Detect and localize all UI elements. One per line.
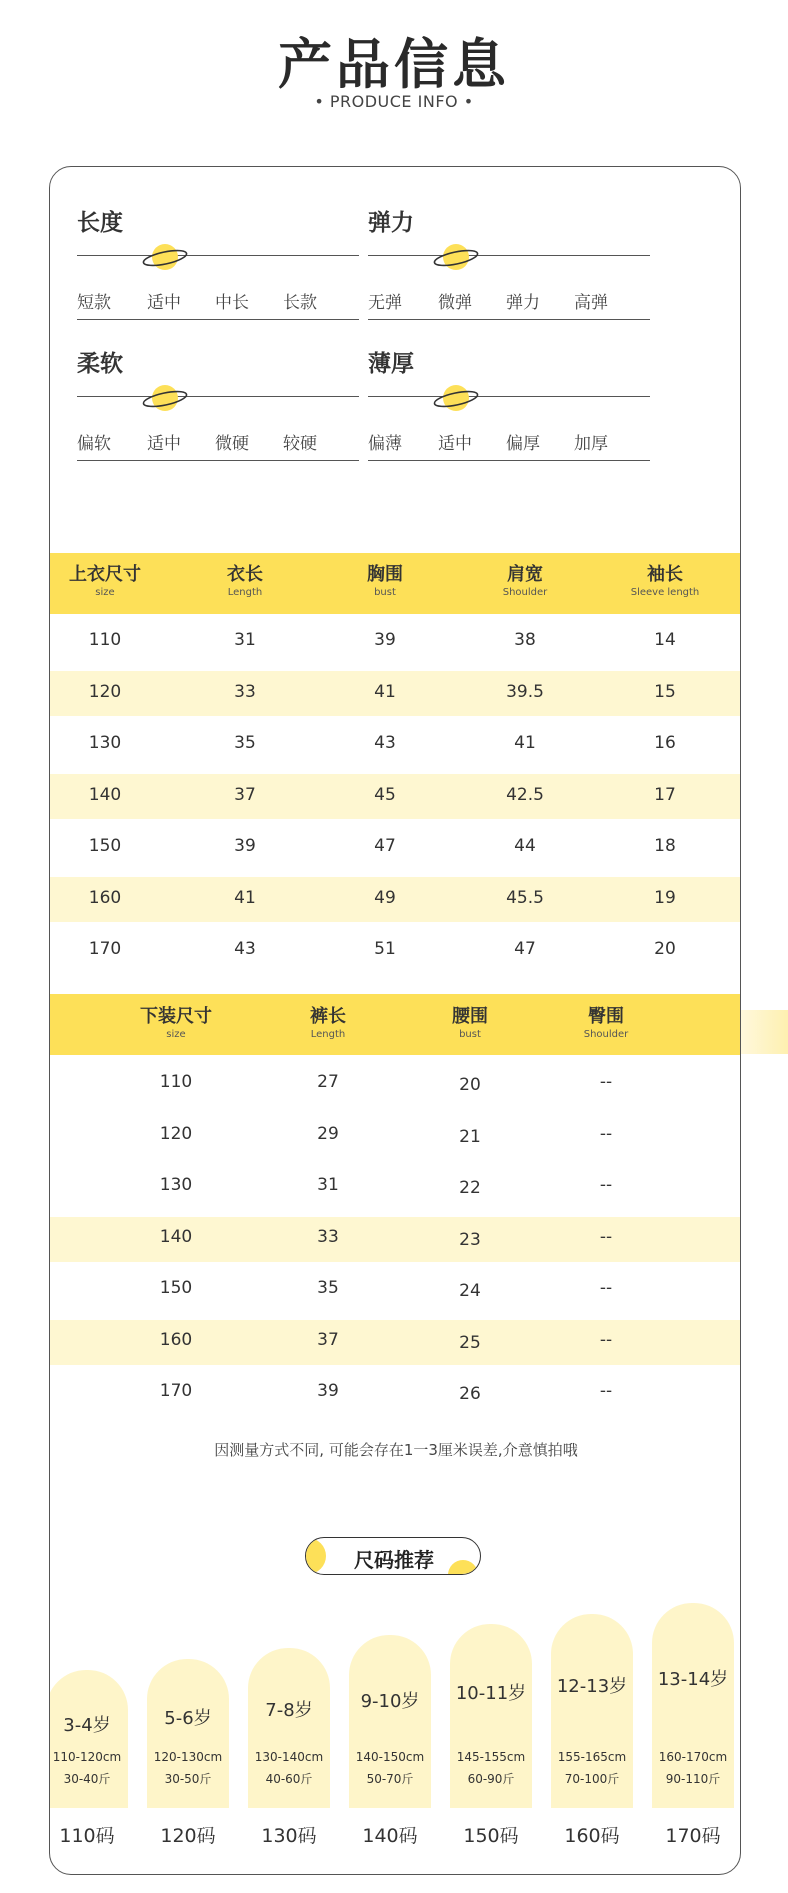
table-cell: 170 — [159, 1381, 193, 1401]
attribute-option: 微弹 — [438, 293, 472, 313]
table-cell: 51 — [374, 939, 396, 959]
table-cell: 29 — [317, 1123, 339, 1144]
table-row-stripe — [50, 1217, 741, 1262]
planet-indicator-icon — [141, 383, 189, 413]
table-cell: 43 — [234, 939, 256, 959]
table-cell: 120 — [88, 681, 122, 702]
attribute-track — [77, 255, 359, 256]
table-header-cell — [503, 564, 548, 600]
table-cell: 140 — [88, 784, 122, 805]
attribute-option: 偏厚 — [506, 434, 540, 454]
table-header-cell — [69, 564, 141, 600]
table-cell: 42.5 — [506, 784, 544, 805]
age-range: 10-11岁 — [455, 1683, 527, 1704]
age-range: 5-6岁 — [164, 1708, 212, 1729]
table-cell: 150 — [88, 836, 122, 856]
table-cell: 16 — [654, 733, 676, 753]
header-en: bust — [374, 587, 396, 598]
table-cell: 170 — [88, 939, 122, 959]
table-cell: -- — [599, 1226, 613, 1247]
weight-range: 60-90斤 — [467, 1772, 515, 1786]
height-range: 140-150cm — [355, 1750, 425, 1764]
attribute-name: 薄厚 — [368, 351, 414, 377]
table-cell: 47 — [374, 836, 396, 856]
table-cell: 20 — [654, 939, 676, 959]
table-cell: 23 — [459, 1229, 481, 1250]
attribute-name: 弹力 — [368, 210, 414, 236]
table-cell: 38 — [514, 630, 536, 650]
table-cell: 140 — [159, 1226, 193, 1247]
table-cell: -- — [599, 1381, 613, 1401]
table-header-cell — [452, 1006, 488, 1042]
height-range: 120-130cm — [153, 1750, 223, 1764]
table-cell: 44 — [514, 836, 536, 856]
table-cell: 130 — [159, 1175, 193, 1195]
attribute-option: 微硬 — [215, 434, 249, 454]
table-cell: 17 — [654, 784, 676, 805]
table-cell: -- — [599, 1123, 613, 1144]
table-cell: 45 — [374, 784, 396, 805]
size-code: 110码 — [59, 1825, 115, 1847]
header-en: size — [166, 1029, 186, 1040]
height-range: 130-140cm — [254, 1750, 324, 1764]
attribute-option: 偏薄 — [368, 434, 402, 454]
planet-indicator-icon — [432, 242, 480, 272]
page-subtitle: • PRODUCE INFO • — [314, 92, 474, 111]
table-cell: 18 — [654, 836, 676, 856]
table-cell: 160 — [88, 887, 122, 908]
table-cell: 15 — [654, 681, 676, 702]
table-header-cell — [631, 564, 700, 600]
table-cell: 35 — [234, 733, 256, 753]
height-range: 155-165cm — [557, 1750, 627, 1764]
table-cell: 110 — [159, 1072, 193, 1092]
table-cell: 14 — [654, 630, 676, 650]
size-recommend-item — [248, 1648, 330, 1808]
weight-range: 70-100斤 — [564, 1772, 620, 1786]
header-cn: 袖长 — [647, 564, 683, 585]
table-cell: -- — [599, 1072, 613, 1092]
attribute-option: 高弹 — [574, 293, 608, 313]
attribute-option: 适中 — [147, 434, 181, 454]
size-recommend-item — [450, 1624, 532, 1808]
table-cell: 45.5 — [506, 887, 544, 908]
attribute-option: 较硬 — [283, 434, 317, 454]
height-range: 110-120cm — [52, 1750, 122, 1764]
table-cell: 39 — [374, 630, 396, 650]
header-en: Sleeve length — [630, 587, 700, 598]
planet-indicator-icon — [141, 242, 189, 272]
weight-range: 30-40斤 — [63, 1772, 111, 1786]
weight-range: 50-70斤 — [366, 1772, 414, 1786]
table-cell: 39 — [317, 1381, 339, 1401]
table-header-cell — [367, 564, 403, 600]
attribute-option: 长款 — [283, 293, 317, 313]
table-header-cell — [584, 1006, 629, 1042]
weight-range: 30-50斤 — [164, 1772, 212, 1786]
header-cn: 胸围 — [367, 564, 403, 585]
attribute-divider — [368, 319, 650, 320]
size-code: 140码 — [362, 1825, 418, 1847]
weight-range: 40-60斤 — [265, 1772, 313, 1786]
size-recommend-item — [49, 1670, 128, 1808]
attribute-option: 适中 — [147, 293, 181, 313]
attribute-option: 弹力 — [506, 293, 540, 313]
attribute-4 — [368, 345, 650, 485]
table-cell: 39 — [234, 836, 256, 856]
attribute-option: 加厚 — [574, 434, 608, 454]
table-cell: -- — [599, 1278, 613, 1298]
table-cell: 47 — [514, 939, 536, 959]
attribute-option: 偏软 — [77, 434, 111, 454]
table-cell: 33 — [234, 681, 256, 702]
attribute-name: 柔软 — [77, 351, 123, 377]
table-cell: 31 — [234, 630, 256, 650]
age-range: 12-13岁 — [556, 1676, 628, 1697]
attribute-option: 短款 — [77, 293, 111, 313]
header-cn: 腰围 — [452, 1006, 488, 1027]
table-cell: 43 — [374, 733, 396, 753]
table-cell: 24 — [459, 1281, 481, 1301]
measurement-note: 因测量方式不同, 可能会存在1一3厘米误差,介意慎拍哦 — [214, 1441, 578, 1459]
table-cell: 37 — [234, 784, 256, 805]
table-cell: 150 — [159, 1278, 193, 1298]
attribute-track — [368, 396, 650, 397]
table-cell: 20 — [459, 1075, 481, 1095]
table-cell: 41 — [374, 681, 396, 702]
planet-indicator-icon — [432, 383, 480, 413]
decor-stripe — [741, 1010, 788, 1054]
attribute-option: 无弹 — [368, 293, 402, 313]
size-code: 150码 — [463, 1825, 519, 1847]
table-cell: 25 — [459, 1332, 481, 1353]
table-header-cell — [310, 1006, 346, 1042]
height-range: 160-170cm — [658, 1750, 728, 1764]
age-range: 13-14岁 — [657, 1669, 729, 1690]
table-cell: 130 — [88, 733, 122, 753]
attribute-option: 适中 — [438, 434, 472, 454]
attribute-divider — [77, 460, 359, 461]
table-cell: 41 — [234, 887, 256, 908]
table-cell: 35 — [317, 1278, 339, 1298]
age-range: 3-4岁 — [63, 1715, 111, 1736]
table-cell: 39.5 — [506, 681, 544, 702]
table-cell: 37 — [317, 1329, 339, 1350]
table-cell: 110 — [88, 630, 122, 650]
header-cn: 衣长 — [227, 564, 263, 585]
table-cell: 27 — [317, 1072, 339, 1092]
table-cell: 160 — [159, 1329, 193, 1350]
table-cell: 26 — [459, 1384, 481, 1404]
size-recommend-badge — [305, 1537, 481, 1575]
table-cell: 33 — [317, 1226, 339, 1247]
attribute-2 — [368, 204, 650, 344]
size-code: 160码 — [564, 1825, 620, 1847]
size-recommend-item — [551, 1614, 633, 1808]
header-cn: 肩宽 — [507, 564, 543, 585]
size-code: 170码 — [665, 1825, 721, 1847]
attribute-track — [77, 396, 359, 397]
header-en: size — [95, 587, 115, 598]
header-cn: 臀围 — [588, 1006, 624, 1027]
header-en: Length — [310, 1029, 346, 1040]
header-en: Shoulder — [583, 1029, 629, 1040]
attribute-option: 中长 — [215, 293, 249, 313]
age-range: 9-10岁 — [360, 1691, 420, 1712]
size-code: 130码 — [261, 1825, 317, 1847]
page-title: 产品信息 — [278, 33, 510, 96]
attribute-divider — [77, 319, 359, 320]
product-info-card — [49, 166, 741, 1875]
table-cell: 22 — [459, 1178, 481, 1198]
attribute-1 — [77, 204, 359, 344]
table-cell: 49 — [374, 887, 396, 908]
header-en: Length — [227, 587, 263, 598]
table-cell: 19 — [654, 887, 676, 908]
header-cn: 裤长 — [310, 1006, 346, 1027]
size-code: 120码 — [160, 1825, 216, 1847]
size-recommend-title: 尺码推荐 — [354, 1548, 434, 1572]
table-cell: 41 — [514, 733, 536, 753]
size-recommend-item — [349, 1635, 431, 1808]
header-cn: 上衣尺寸 — [69, 564, 141, 585]
attribute-name: 长度 — [77, 210, 123, 236]
table-cell: -- — [599, 1329, 613, 1350]
size-recommend-item — [652, 1603, 734, 1808]
table-cell: 21 — [459, 1126, 481, 1147]
size-recommend-item — [147, 1659, 229, 1808]
height-range: 145-155cm — [456, 1750, 526, 1764]
header-en: bust — [459, 1029, 481, 1040]
age-range: 7-8岁 — [265, 1700, 313, 1721]
attribute-3 — [77, 345, 359, 485]
attribute-track — [368, 255, 650, 256]
table-cell: -- — [599, 1175, 613, 1195]
table-header-cell — [140, 1006, 212, 1042]
header-cn: 下装尺寸 — [140, 1006, 212, 1027]
table-header-cell — [227, 564, 263, 600]
attribute-divider — [368, 460, 650, 461]
weight-range: 90-110斤 — [665, 1772, 721, 1786]
table-row-stripe — [50, 1320, 741, 1365]
table-cell: 120 — [159, 1123, 193, 1144]
header-en: Shoulder — [502, 587, 548, 598]
table-cell: 31 — [317, 1175, 339, 1195]
